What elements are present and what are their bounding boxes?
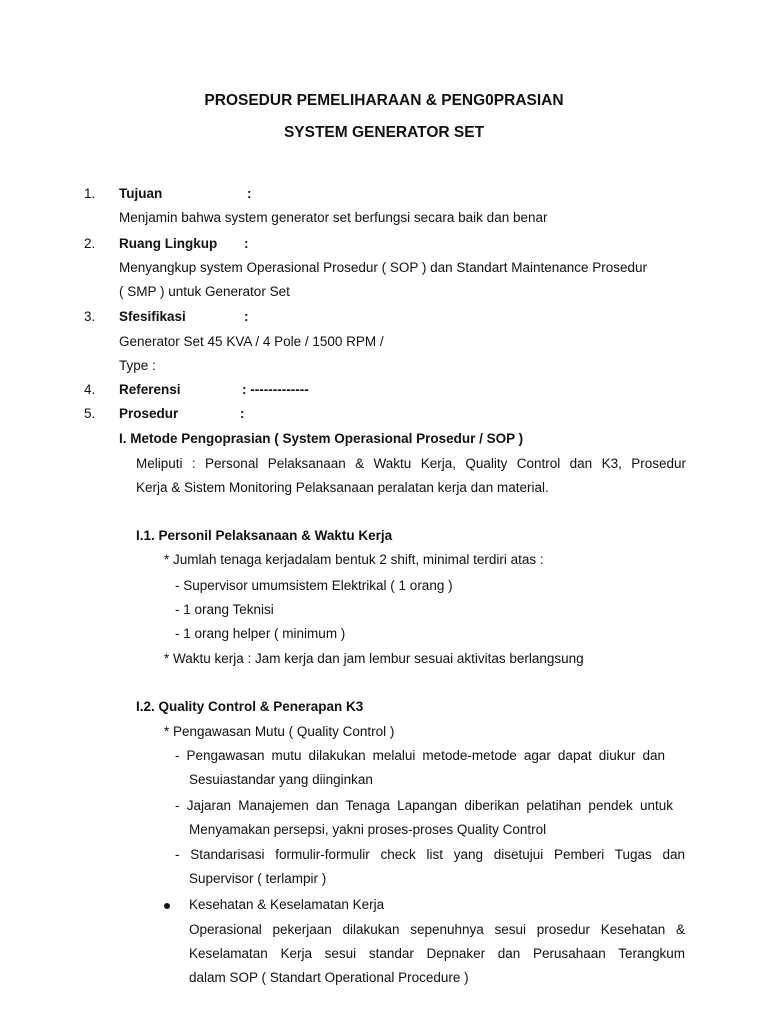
i2-line-k3-text-1: Operasional pekerjaan dilakukan sepenuhnya sesui prosedur Kesehatan & [189,922,685,937]
document-title-line-2: SYSTEM GENERATOR SET [283,124,485,141]
i2-line-jajaran-2: Menyamakan persepsi, yakni proses-proses Quality Control [189,822,547,837]
section-label-referensi: Referensi [119,382,181,397]
section-number-2: 2. [84,236,96,251]
section-number-4: 4. [84,382,96,397]
document-title-line-1: PROSEDUR PEMELIHARAAN & PENG0PRASIAN [204,92,564,109]
subsection-heading-i1: I.1. Personil Pelaksanaan & Waktu Kerja [136,528,393,543]
i1-line-helper: - 1 orang helper ( minimum ) [175,626,346,641]
metode-paragraph-line-2: Kerja & Sistem Monitoring Pelaksanaan peralatan kerja dan material. [136,480,549,495]
section-label-tujuan: Tujuan [119,186,163,201]
i1-line-supervisor: - Supervisor umumsistem Elektrikal ( 1 orang ) [175,578,453,593]
section-text-sfesifikasi-2: Type : [119,358,156,373]
i2-line-pengawasan-detail-1: - Pengawasan mutu dilakukan melalui metode-metode agar dapat diukur dan [175,748,665,763]
i2-line-pengawasan-mutu: * Pengawasan Mutu ( Quality Control ) [164,724,395,739]
i2-line-k3-text-2: Keselamatan Kerja sesui standar Depnaker dan Perusahaan Terangkum [189,946,685,961]
subsection-heading-i2: I.2. Quality Control & Penerapan K3 [136,699,364,714]
section-number-5: 5. [84,406,96,421]
i2-line-standarisasi-2: Supervisor ( terlampir ) [189,871,327,886]
i1-line-waktu-kerja: * Waktu kerja : Jam kerja dan jam lembur sesuai aktivitas berlangsung [164,651,584,666]
section-number-3: 3. [84,309,96,324]
section-text-ruang-lingkup-2: ( SMP ) untuk Generator Set [119,284,290,299]
i2-line-pengawasan-detail-2: Sesuiastandar yang diinginkan [189,772,373,787]
section-colon-4: : ------------- [242,382,309,397]
section-text-tujuan: Menjamin bahwa system generator set berfungsi secara baik dan benar [119,210,548,225]
metode-heading: I. Metode Pengoprasian ( System Operasional Prosedur / SOP ) [119,431,524,446]
section-text-ruang-lingkup-1: Menyangkup system Operasional Prosedur ( SOP ) dan Standart Maintenance Prosedur [119,260,648,275]
section-colon-2: : [244,236,249,251]
section-colon-1: : [247,186,252,201]
section-text-sfesifikasi-1: Generator Set 45 KVA / 4 Pole / 1500 RPM / [119,334,384,349]
i1-line-jumlah: * Jumlah tenaga kerjadalam bentuk 2 shift, minimal terdiri atas : [164,552,544,567]
bullet-dot-icon [164,903,170,909]
i2-line-k3-text-3: dalam SOP ( Standart Operational Procedure ) [189,970,469,985]
metode-paragraph-line-1: Meliputi : Personal Pelaksanaan & Waktu Kerja, Quality Control dan K3, Prosedur [136,456,686,471]
i2-line-k3-heading: Kesehatan & Keselamatan Kerja [189,897,385,912]
i1-line-teknisi: - 1 orang Teknisi [175,602,274,617]
section-colon-3: : [244,309,249,324]
i2-line-standarisasi-1: - Standarisasi formulir-formulir check list yang disetujui Pemberi Tugas dan [175,847,685,862]
section-label-prosedur: Prosedur [119,406,179,421]
i2-line-jajaran-1: - Jajaran Manajemen dan Tenaga Lapangan diberikan pelatihan pendek untuk [175,798,673,813]
section-number-1: 1. [84,186,96,201]
section-label-sfesifikasi: Sfesifikasi [119,309,186,324]
section-label-ruang-lingkup: Ruang Lingkup [119,236,218,251]
section-colon-5: : [240,406,245,421]
